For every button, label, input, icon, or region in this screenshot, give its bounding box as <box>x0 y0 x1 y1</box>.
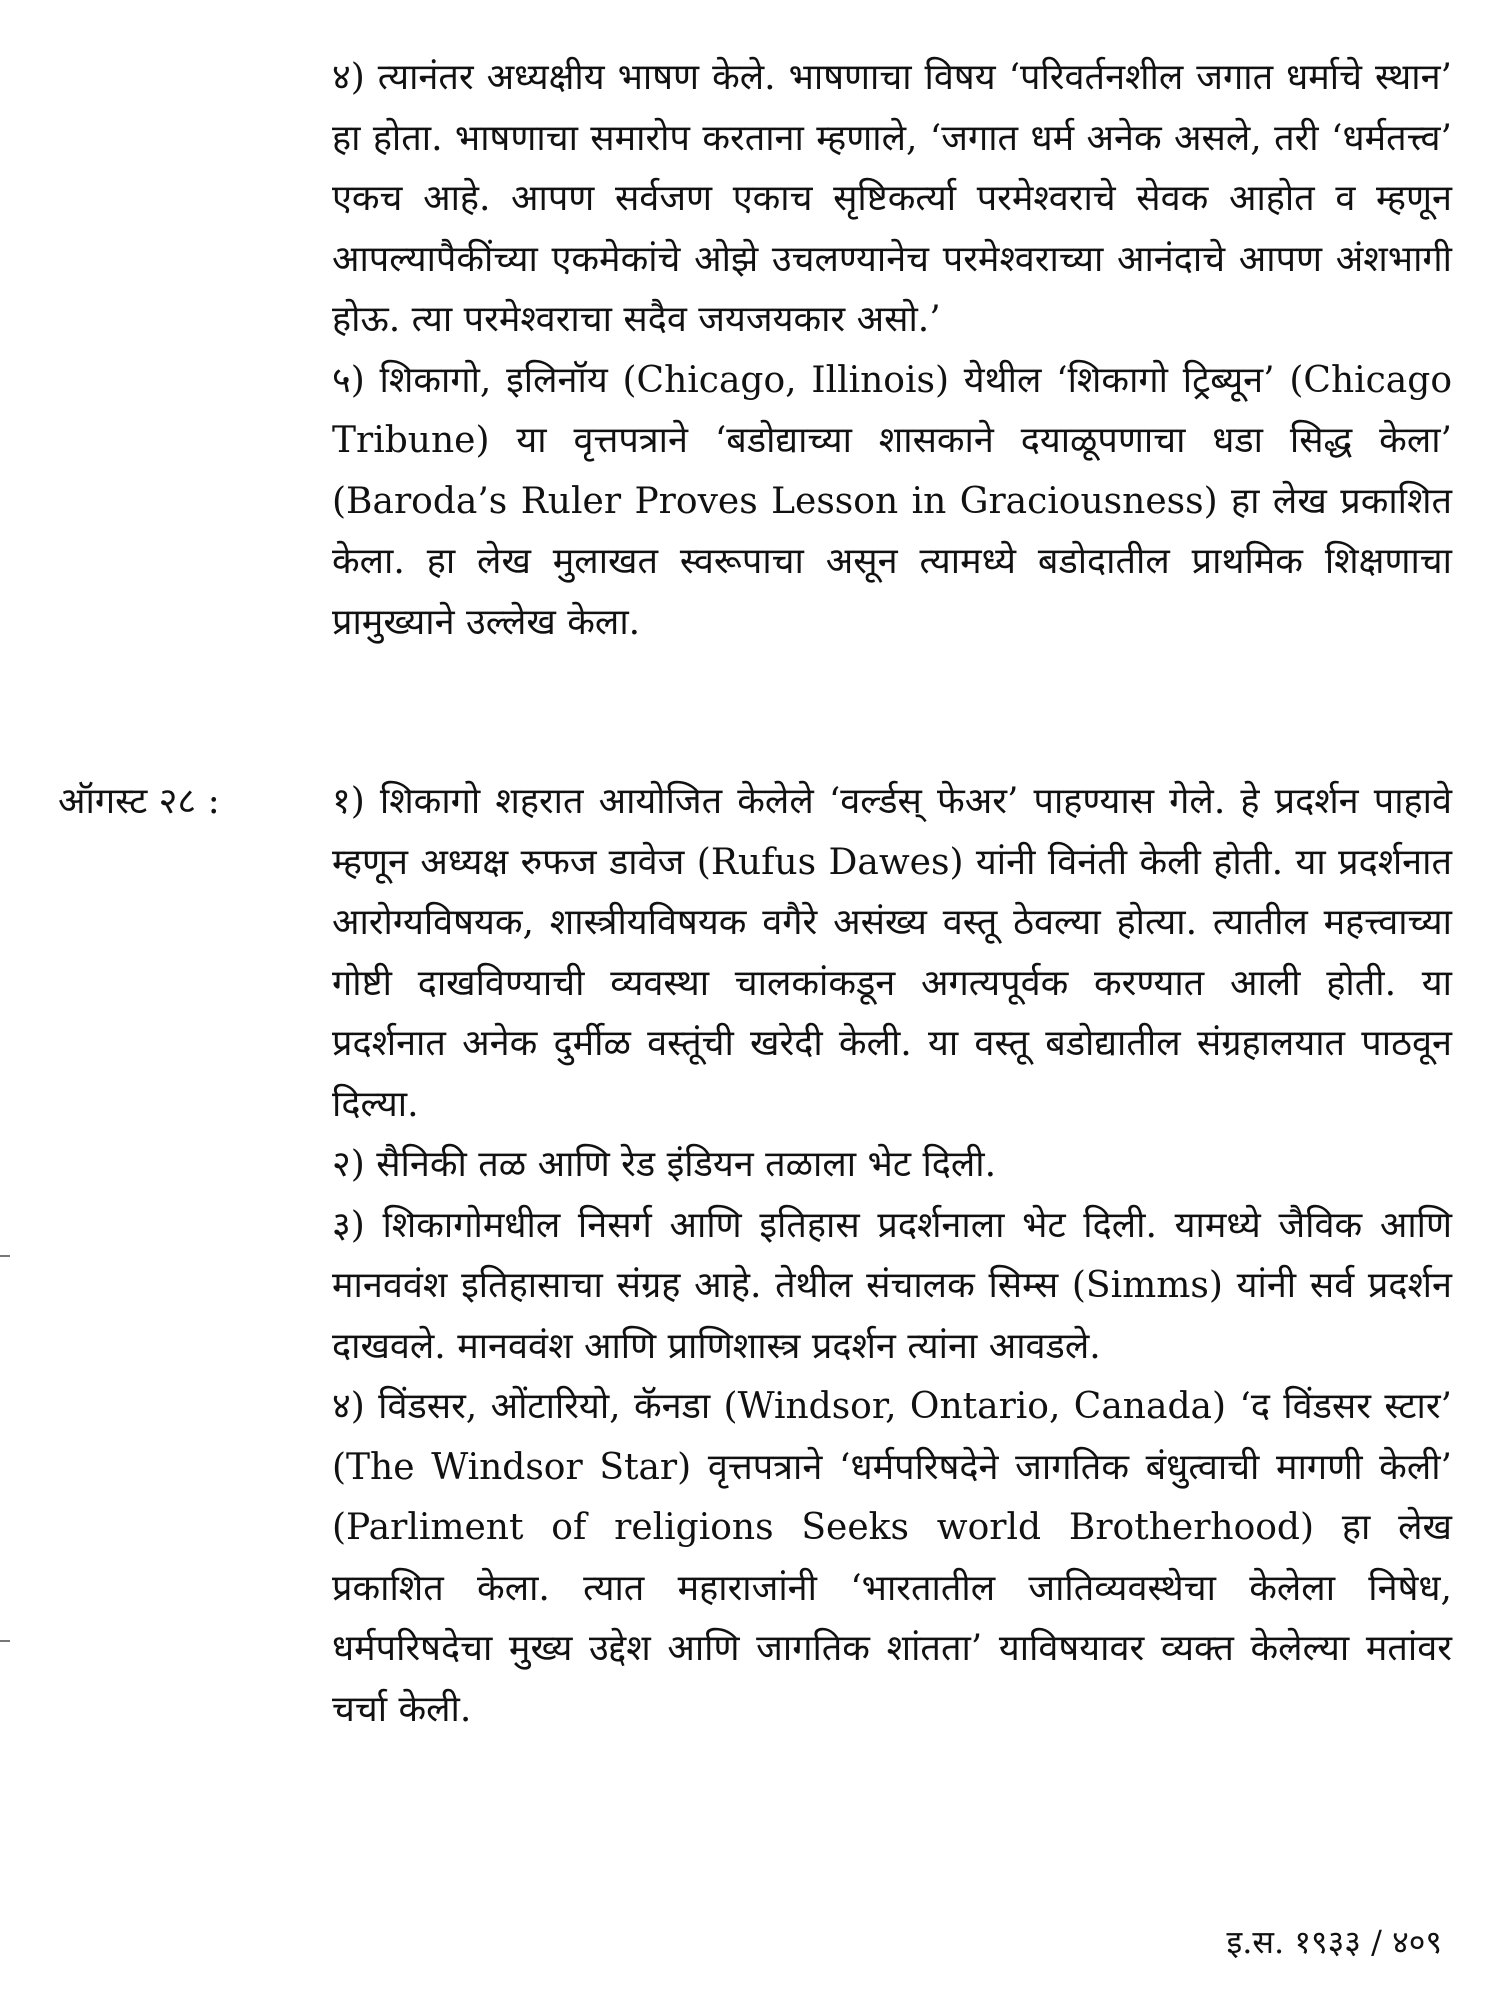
paragraph-4-windsor-star: ४) विंडसर, ओंटारियो, कॅनडा (Windsor, Ontario, Canada) ‘द विंडसर स्टार’ (The Windsor Star) वृत्तपत्राने ‘धर्मपरिषदेने जागतिक बंधुत्वाची मागणी केली’ (Parliment of religions Seeks world Brotherhood) हा लेख प्रकाशित केला. त्यात महाराजांनी ‘भारतातील जातिव्यवस्थेचा केलेला निषेध, धर्मपरिषदेचा मुख्य उद्देश आणि जागतिक शांतता’ याविषयावर व्यक्त केलेल्या मतांवर चर्चा केली. <box>332 1386 1452 1730</box>
paragraph-2-military-base: २) सैनिकी तळ आणि रेड इंडियन तळाला भेट दिली. <box>332 1144 997 1185</box>
paragraph-block-august <box>332 772 1452 1740</box>
scan-edge-mark <box>0 1640 10 1642</box>
paragraph-1-worlds-fair: १) शिकागो शहरात आयोजित केलेले ‘वर्ल्डस् फेअर’ पाहण्यास गेले. हे प्रदर्शन पाहावे म्हणून अध्यक्ष रुफज डावेज (Rufus Dawes) यांनी विनंती केली होती. या प्रदर्शनात आरोग्यविषयक, शास्त्रीयविषयक वगैरे असंख्य वस्तू ठेवल्या होत्या. त्यातील महत्त्वाच्या गोष्टी दाखविण्याची व्यवस्था चालकांकडून अगत्यपूर्वक करण्यात आली होती. या प्रदर्शनात अनेक दुर्मीळ वस्तूंची खरेदी केली. या वस्तू बडोद्यातील संग्रहालयात पाठवून दिल्या. <box>332 781 1452 1125</box>
paragraph-5-chicago-tribune: ५) शिकागो, इलिनॉय (Chicago, Illinois) येथील ‘शिकागो ट्रिब्यून’ (Chicago Tribune) या वृत्तपत्राने ‘बडोद्याच्या शासकाने दयाळूपणाचा धडा सिद्ध केला’ (Baroda’s Ruler Proves Lesson in Graciousness) हा लेख प्रकाशित केला. हा लेख मुलाखत स्वरूपाचा असून त्यामध्ये बडोदातील प्राथमिक शिक्षणाचा प्रामुख्याने उल्लेख केला. <box>332 359 1452 643</box>
paragraph-3-natural-history: ३) शिकागोमधील निसर्ग आणि इतिहास प्रदर्शनाला भेट दिली. यामध्ये जैविक आणि मानववंश इतिहासाचा संग्रह आहे. तेथील संचालक सिम्स (Simms) यांनी सर्व प्रदर्शन दाखवले. मानववंश आणि प्राणिशास्त्र प्रदर्शन त्यांना आवडले. <box>332 1204 1452 1367</box>
scan-edge-mark <box>0 1255 10 1257</box>
paragraph-block-top <box>332 48 1452 653</box>
paragraph-4-presidential-speech: ४) त्यानंतर अध्यक्षीय भाषण केले. भाषणाचा विषय ‘परिवर्तनशील जगात धर्माचे स्थान’ हा होता. भाषणाचा समारोप करताना म्हणाले, ‘जगात धर्म अनेक असले, तरी ‘धर्मतत्त्व’ एकच आहे. आपण सर्वजण एकाच सृष्टिकर्त्या परमेश्वराचे सेवक आहोत व म्हणून आपल्यापैकींच्या एकमेकांचे ओझे उचलण्यानेच परमेश्वराच्या आनंदाचे आपण अंशभागी होऊ. त्या परमेश्वराचा सदैव जयजयकार असो.’ <box>332 57 1452 340</box>
date-label-august-28: ऑगस्ट २८ : <box>58 781 220 822</box>
page-footer: इ.स. १९३३ / ४०९ <box>1226 1923 1442 1961</box>
